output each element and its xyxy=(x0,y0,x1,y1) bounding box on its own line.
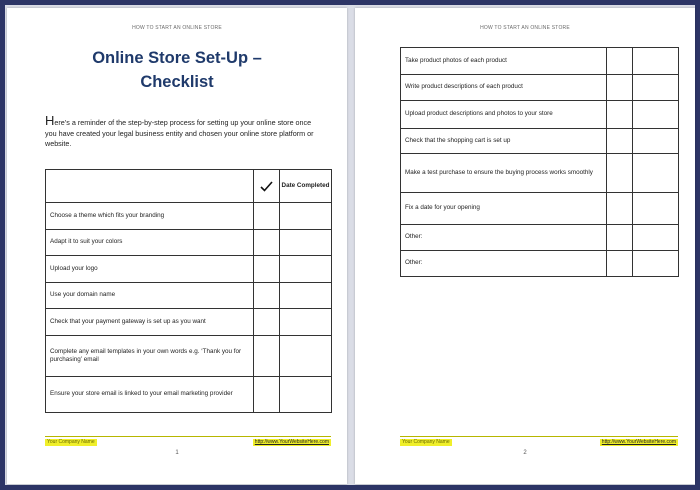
task-cell: Adapt it to suit your colors xyxy=(46,230,254,256)
task-cell: Complete any email templates in your own words e.g. ‘Thank you for purchasing’ email xyxy=(46,336,254,377)
task-cell: Upload product descriptions and photos to your store xyxy=(401,101,607,129)
check-cell[interactable] xyxy=(607,193,633,225)
checklist-row xyxy=(401,193,679,225)
checklist-row xyxy=(46,203,332,230)
header-date-completed: Date Completed xyxy=(280,170,332,203)
page-number: 2 xyxy=(523,450,527,456)
page-1 xyxy=(7,8,347,484)
date-completed-cell[interactable] xyxy=(633,193,679,225)
date-completed-cell[interactable] xyxy=(633,129,679,154)
date-completed-cell[interactable] xyxy=(280,283,332,309)
check-cell[interactable] xyxy=(607,251,633,277)
task-cell: Ensure your store email is linked to your email marketing provider xyxy=(46,377,254,413)
checklist-row xyxy=(401,101,679,129)
checklist-row xyxy=(401,154,679,193)
task-cell: Take product photos of each product xyxy=(401,48,607,75)
check-cell[interactable] xyxy=(254,309,280,336)
task-cell: Other: xyxy=(401,251,607,277)
intro-text: ere’s a reminder of the step-by-step process for setting up your online store once you have created your legal business entity and chosen your online store platform or website. xyxy=(45,118,314,148)
task-cell: Choose a theme which fits your branding xyxy=(46,203,254,230)
task-cell: Check that the shopping cart is set up xyxy=(401,129,607,154)
footer-company: Your Company Name xyxy=(402,439,450,445)
date-completed-cell[interactable] xyxy=(633,225,679,251)
title-line-2: Checklist xyxy=(140,73,214,91)
task-cell: Use your domain name xyxy=(46,283,254,309)
date-completed-cell[interactable] xyxy=(633,251,679,277)
task-cell: Other: xyxy=(401,225,607,251)
date-completed-cell[interactable] xyxy=(280,256,332,283)
date-completed-cell[interactable] xyxy=(280,203,332,230)
footer xyxy=(400,436,678,447)
intro-paragraph xyxy=(45,113,317,150)
footer-company: Your Company Name xyxy=(47,439,95,445)
check-cell[interactable] xyxy=(254,377,280,413)
date-completed-cell[interactable] xyxy=(280,336,332,377)
check-cell[interactable] xyxy=(607,225,633,251)
check-cell[interactable] xyxy=(254,203,280,230)
running-head: HOW TO START AN ONLINE STORE xyxy=(480,25,570,31)
task-cell: Fix a date for your opening xyxy=(401,193,607,225)
page-number: 1 xyxy=(175,450,179,456)
date-completed-cell[interactable] xyxy=(280,309,332,336)
check-cell[interactable] xyxy=(607,129,633,154)
checkmark-icon xyxy=(260,181,273,192)
footer-url-link[interactable]: http://www.YourWebsiteHere.com xyxy=(601,439,676,445)
checklist-row xyxy=(401,225,679,251)
drop-cap: H xyxy=(45,113,55,128)
document-viewer xyxy=(5,5,695,485)
date-completed-cell[interactable] xyxy=(280,377,332,413)
check-cell[interactable] xyxy=(607,154,633,193)
checklist-row xyxy=(401,75,679,101)
check-cell[interactable] xyxy=(254,283,280,309)
checklist-row xyxy=(46,309,332,336)
checklist-row xyxy=(46,230,332,256)
checklist-row xyxy=(401,251,679,277)
footer-url-link[interactable]: http://www.YourWebsiteHere.com xyxy=(254,439,329,445)
check-cell[interactable] xyxy=(254,336,280,377)
table-header-row xyxy=(46,170,332,203)
checklist-row xyxy=(401,129,679,154)
checklist-table xyxy=(45,169,332,413)
date-completed-cell[interactable] xyxy=(633,101,679,129)
page-2 xyxy=(355,8,695,484)
footer xyxy=(45,436,331,447)
header-task-cell xyxy=(46,170,254,203)
task-cell: Write product descriptions of each product xyxy=(401,75,607,101)
check-cell[interactable] xyxy=(254,230,280,256)
checklist-row xyxy=(46,256,332,283)
page-title xyxy=(37,46,317,94)
date-completed-cell[interactable] xyxy=(633,75,679,101)
check-cell[interactable] xyxy=(607,101,633,129)
running-head: HOW TO START AN ONLINE STORE xyxy=(132,25,222,31)
check-cell[interactable] xyxy=(254,256,280,283)
checklist-table xyxy=(400,47,679,277)
task-cell: Check that your payment gateway is set up as you want xyxy=(46,309,254,336)
date-completed-cell[interactable] xyxy=(280,230,332,256)
date-completed-cell[interactable] xyxy=(633,48,679,75)
date-completed-cell[interactable] xyxy=(633,154,679,193)
checklist-row xyxy=(401,48,679,75)
header-check-cell xyxy=(254,170,280,203)
check-cell[interactable] xyxy=(607,48,633,75)
task-cell: Upload your logo xyxy=(46,256,254,283)
checklist-row xyxy=(46,283,332,309)
checklist-row xyxy=(46,377,332,413)
check-cell[interactable] xyxy=(607,75,633,101)
task-cell: Make a test purchase to ensure the buying process works smoothly xyxy=(401,154,607,193)
title-line-1: Online Store Set-Up – xyxy=(92,49,262,67)
checklist-row xyxy=(46,336,332,377)
